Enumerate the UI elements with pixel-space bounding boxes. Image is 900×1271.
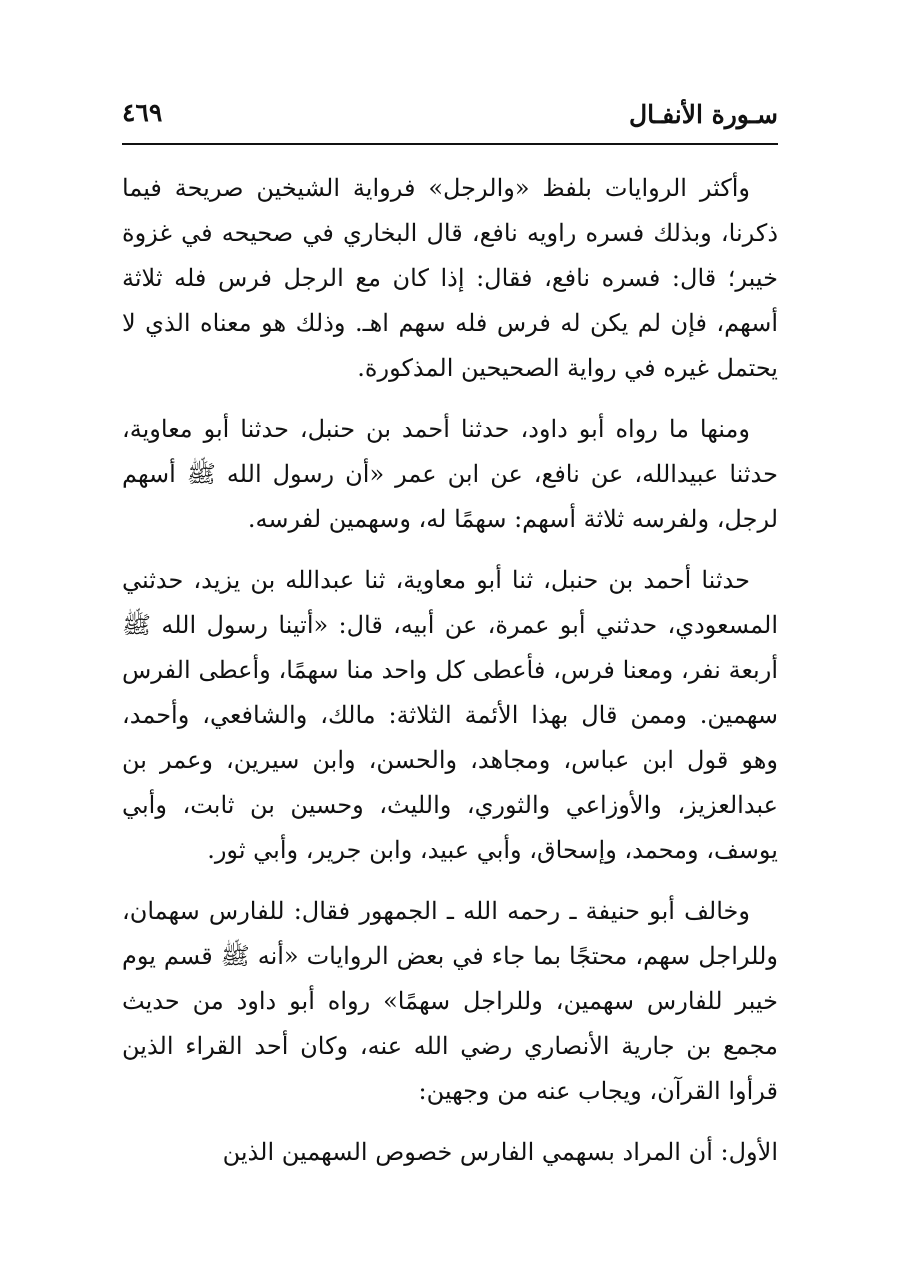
page-body — [122, 166, 778, 1175]
page-header — [122, 96, 778, 142]
page-number: ٤٦٩ — [122, 98, 163, 127]
header-divider — [122, 143, 778, 145]
paragraph: وخالف أبو حنيفة ـ رحمه الله ـ الجمهور فقال: للفارس سهمان، وللراجل سهم، محتجًا بما جاء في بعض الروايات «أنه ﷺ قسم يوم خيبر للفارس سهمين، وللراجل سهمًا» رواه أبو داود من حديث مجمع بن جارية الأنصاري رضي الله عنه، وكان أحد القراء الذين قرأوا القرآن، ويجاب عنه من وجهين: — [122, 897, 778, 1105]
paragraph: حدثنا أحمد بن حنبل، ثنا أبو معاوية، ثنا عبدالله بن يزيد، حدثني المسعودي، حدثني أبو عمرة، عن أبيه، قال: «أتينا رسول الله ﷺ أربعة نفر، ومعنا فرس، فأعطى كل واحد منا سهمًا، وأعطى الفرس سهمين. وممن قال بهذا الأئمة الثلاثة: مالك، والشافعي، وأحمد، وهو قول ابن عباس، ومجاهد، والحسن، وابن سيرين، وعمر بن عبدالعزيز، والأوزاعي والثوري، والليث، وحسين بن ثابت، وأبي يوسف، ومحمد، وإسحاق، وأبي عبيد، وابن جرير، وأبي ثور. — [122, 566, 778, 864]
surah-title: سـورة الأنفـال — [629, 100, 778, 129]
paragraph: ومنها ما رواه أبو داود، حدثنا أحمد بن حنبل، حدثنا أبو معاوية، حدثنا عبيدالله، عن نافع، عن ابن عمر «أن رسول الله ﷺ أسهم لرجل، ولفرسه ثلاثة أسهم: سهمًا له، وسهمين لفرسه. — [122, 415, 778, 533]
paragraph: وأكثر الروايات بلفظ «والرجل» فرواية الشيخين صريحة فيما ذكرنا، وبذلك فسره راويه نافع، قال البخاري في صحيحه في غزوة خيبر؛ قال: فسره نافع، فقال: إذا كان مع الرجل فرس فله ثلاثة أسهم، فإن لم يكن له فرس فله سهم اهـ. وذلك هو معناه الذي لا يحتمل غيره في رواية الصحيحين المذكورة. — [122, 174, 779, 382]
paragraph: الأول: أن المراد بسهمي الفارس خصوص السهمين الذين — [222, 1138, 778, 1166]
